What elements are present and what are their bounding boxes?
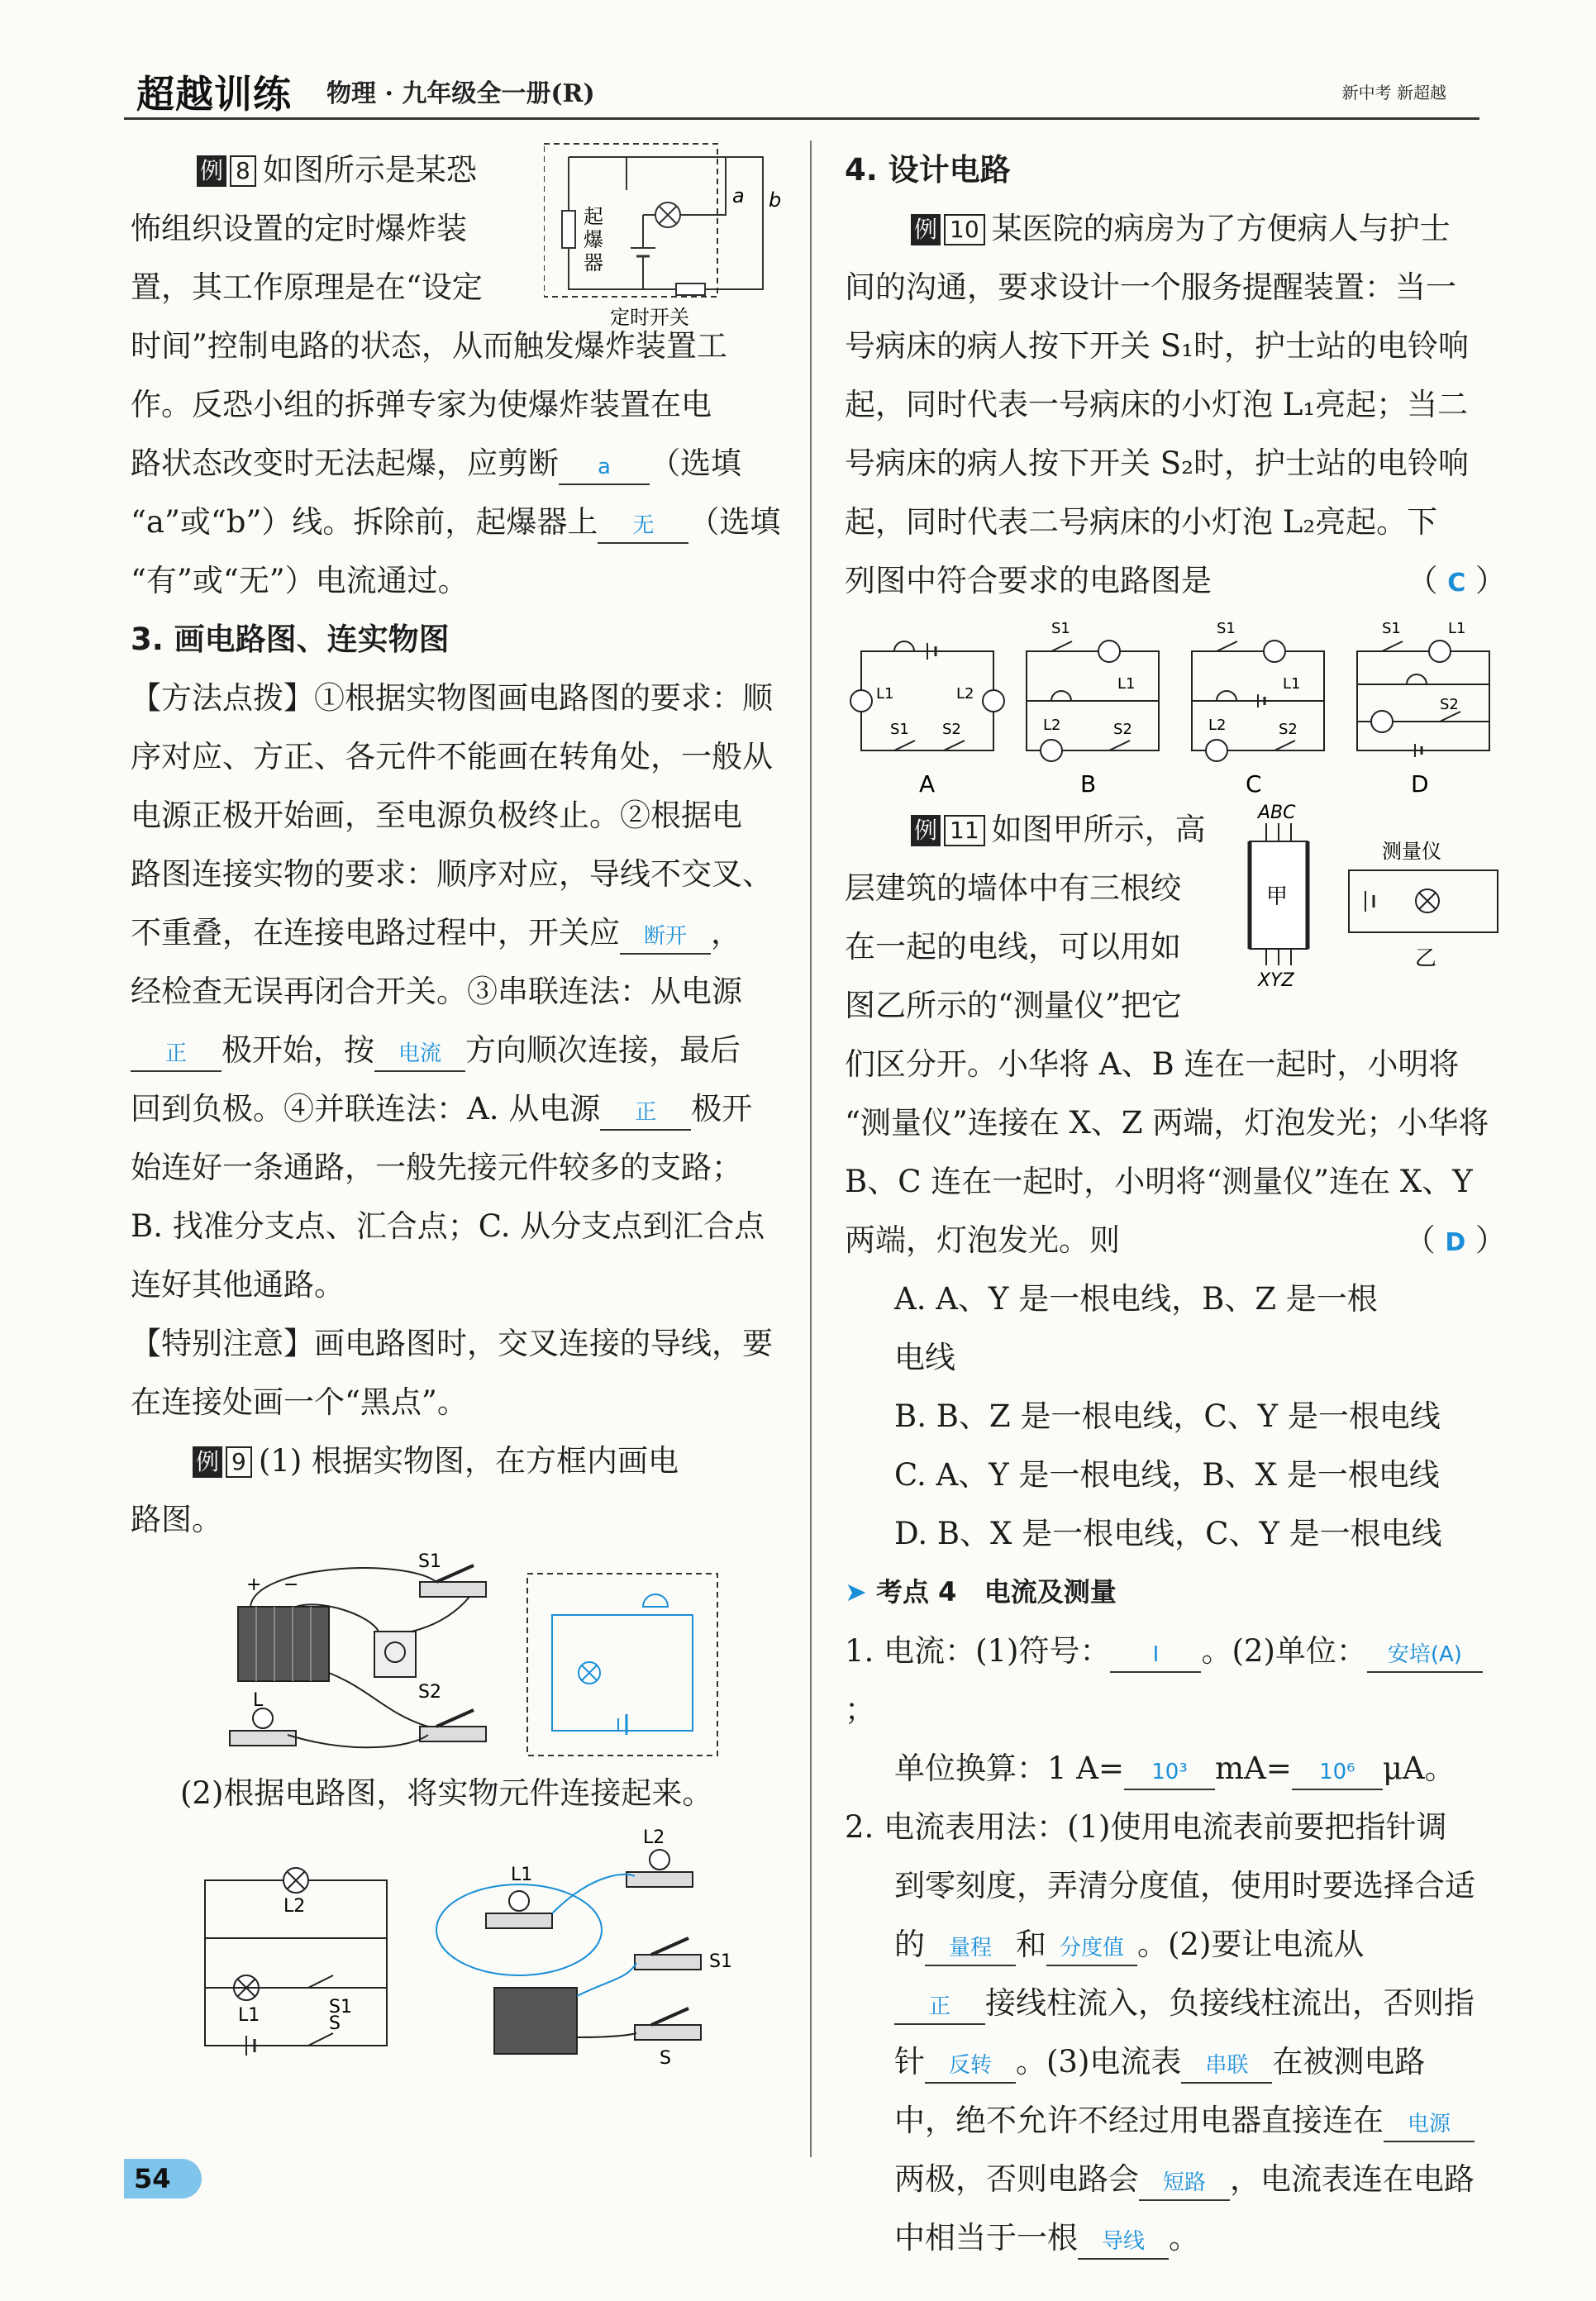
ex11-option-c: C. A、Y 是一根电线，B、X 是一根电线	[894, 1457, 1440, 1493]
option-c-circuit	[1192, 620, 1324, 798]
example-11: 例 11 如图甲所示，高 层建筑的墙体中有三根绞 在一起的电线，可以用如 图乙所示的“测量仪”把它 们区分开。小华将 A、B 连在一起时，小明将 “测量仪”连接在 X、Z 两端，灯泡发光；小华将 B、C 连在一起时，小明将“测量仪”连在 X、Y 两端，灯泡发光。则 （ D ） ABC 甲 XYZ 测量仪 乙 A. A、Y 是一根电线，B、Z 是一根电线 B. B、Z 是一根电线，C、Y 是一根电线 C. A、Y 是一根电线，B、X 是一根电线 D. B、X 是一根电线，C、Y 是一根电线	[845, 800, 1506, 1563]
example-number: 11	[944, 815, 985, 846]
ex10-answer: C	[1447, 569, 1466, 598]
meter-label: 测量仪	[1382, 840, 1441, 863]
kp4-q2-line1: 2. 电流表用法：(1)使用电流表前要把指针调	[845, 1809, 1447, 1845]
ex8-line3: 置，其工作原理是在“设定	[131, 269, 483, 305]
kp4-q2j: 中，绝不允许不经过用电器直接连在	[894, 2103, 1384, 2138]
example-tag: 例	[911, 815, 941, 846]
ex11-line7: B、C 连在一起时，小明将“测量仪”连在 X、Y	[845, 1164, 1473, 1199]
opt-b-l1: L1	[1117, 675, 1136, 693]
figure-yi-label: 乙	[1415, 946, 1437, 971]
opt-c-s2: S2	[1279, 721, 1298, 738]
ex11-option-d: D. B、X 是一根电线，C、Y 是一根电线	[894, 1516, 1442, 1551]
ex9-q1-line2: 路图。	[131, 1502, 222, 1537]
section-3-title: 3. 画电路图、连实物图	[131, 622, 450, 657]
opt-c-l2: L2	[1208, 717, 1227, 734]
method-line-7b: 方向顺次连接，最后	[465, 1032, 741, 1068]
ex8-line5: 作。反恐小组的拆弹专家为使爆炸装置在电	[131, 387, 712, 422]
answer-blank: 电源	[1384, 2108, 1475, 2142]
kp4-q1b: 。(2)单位：	[1201, 1633, 1367, 1669]
key-point-4-text: 考点 4 电流及测量	[875, 1576, 1117, 1608]
kp4-q2f: 接线柱流入，负接线柱流出，否则指	[985, 1985, 1475, 2021]
ex11-line4: 图乙所示的“测量仪”把它	[845, 988, 1182, 1023]
answer-blank: 正	[600, 1096, 691, 1131]
ex10-line5: 号病床的病人按下开关 S₂时，护士站的电铃响	[845, 445, 1469, 481]
ex11-answer: D	[1445, 1228, 1466, 1257]
diagram-s1-label: S1	[329, 1997, 352, 2018]
method-line-5b: ，	[711, 915, 741, 950]
ex11-option-b: B. B、Z 是一根电线，C、Y 是一根电线	[894, 1398, 1441, 1434]
opt-d-s2: S2	[1440, 696, 1459, 713]
switch-s1-label: S1	[418, 1551, 441, 1572]
component-l1-label: L1	[511, 1865, 533, 1885]
ex8-line8: “有”或“无”）电流通过。	[131, 563, 469, 598]
kp4-q2n: 。	[1169, 2220, 1199, 2256]
subject-title: 物理 · 九年级全一册(R)	[326, 79, 595, 108]
opt-d-l1: L1	[1448, 620, 1466, 637]
option-b-circuit	[1027, 620, 1159, 798]
component-l2-label: L2	[643, 1827, 665, 1848]
ex10-line1: 某医院的病房为了方便病人与护士	[991, 211, 1451, 246]
ex10-line4: 起，同时代表一号病床的小灯泡 L₁亮起；当二	[845, 387, 1469, 422]
section-4-title: 4. 设计电路	[845, 152, 1011, 188]
ex8-line6a: 路状态改变时无法起爆，应剪断	[131, 445, 559, 481]
method-line-5a: 不重叠，在连接电路过程中，开关应	[131, 915, 620, 950]
answer-blank: 反转	[925, 2049, 1016, 2084]
column-divider	[810, 141, 812, 2157]
answer-blank: 断开	[620, 920, 711, 955]
ex11-line1: 如图甲所示，高	[991, 812, 1206, 847]
kp4-q2h: 。(3)电流表	[1016, 2044, 1182, 2079]
top-ends-label: ABC	[1258, 803, 1296, 823]
ex8-line2: 怖组织设置的定时爆炸装	[131, 211, 467, 246]
method-line-8b: 极开	[691, 1091, 753, 1127]
method-line-9: 始连好一条通路，一般先接元件较多的支路；	[131, 1150, 742, 1185]
diagram-l2-label: L2	[283, 1896, 306, 1917]
diagram-l1-label: L1	[238, 2005, 260, 2026]
answer-blank: 正	[894, 1990, 985, 2025]
method-line-6: 经检查无误再闭合开关。③串联连法：从电源	[131, 974, 742, 1009]
option-d-label: D	[1411, 770, 1429, 798]
wire-a-label: a	[732, 184, 745, 207]
option-b-label: B	[1080, 770, 1097, 798]
timer-switch-label: 定时开关	[610, 306, 689, 329]
kp4-q2-line2: 到零刻度，弄清分度值，使用时要选择合适	[894, 1868, 1475, 1903]
example-number: 10	[944, 214, 985, 245]
answer-blank: 10³	[1124, 1756, 1215, 1790]
answer-blank: 量程	[925, 1932, 1016, 1966]
opt-a-l2: L2	[956, 685, 974, 703]
opt-c-s1: S1	[1217, 620, 1236, 637]
note-line-1: 【特别注意】画电路图时，交叉连接的导线，要	[131, 1326, 773, 1361]
ex8-line1: 如图所示是某恐	[262, 152, 477, 188]
answer-blank: 无	[598, 509, 688, 544]
example-number: 9	[226, 1446, 252, 1478]
answer-blank: 串联	[1181, 2049, 1272, 2084]
component-s-label: S	[660, 2048, 671, 2069]
kp4-q1e: mA=	[1215, 1751, 1292, 1786]
answer-blank: 安培(A)	[1367, 1638, 1483, 1673]
kp4-q2i: 在被测电路	[1272, 2044, 1426, 2079]
bulb-l-label: L	[253, 1690, 264, 1711]
kp4-q1a: 1. 电流：(1)符号：	[845, 1633, 1111, 1669]
header-rule	[124, 117, 1479, 120]
answer-blank: 导线	[1078, 2225, 1169, 2260]
option-a-label: A	[919, 770, 936, 798]
method-line-1: 【方法点拨】①根据实物图画电路图的要求：顺	[131, 680, 773, 716]
method-line-7a: 极开始，按	[222, 1032, 374, 1068]
figure-jia-label: 甲	[1266, 884, 1289, 909]
example-8	[131, 141, 792, 610]
answer-blank: 分度值	[1046, 1932, 1137, 1966]
kp4-q1c: ；	[845, 1692, 875, 1727]
wire-meter-figure	[1241, 800, 1506, 990]
kp4-q1d: 单位换算：1 A=	[894, 1751, 1125, 1786]
page-header	[124, 64, 1479, 122]
kp4-q2k: 两极，否则电路会	[894, 2161, 1139, 2197]
answer-blank: 电流	[374, 1037, 465, 1072]
answer-blank: 10⁶	[1292, 1756, 1383, 1790]
answer-blank: 正	[131, 1037, 222, 1072]
ex8-line7b: （选填	[688, 504, 781, 540]
ex9-q2: (2)根据电路图，将实物元件连接起来。	[180, 1775, 713, 1811]
opt-d-s1: S1	[1382, 620, 1401, 637]
wire-b-label: b	[769, 188, 782, 212]
opt-b-s2: S2	[1113, 721, 1132, 738]
bottom-ends-label: XYZ	[1258, 970, 1294, 990]
ex11-option-a: A. A、Y 是一根电线，B、Z 是一根电线	[894, 1281, 1378, 1375]
kp4-q2g: 针	[894, 2044, 925, 2079]
component-s1-label: S1	[709, 1951, 732, 1972]
option-c-label: C	[1246, 770, 1262, 798]
option-a-circuit	[850, 641, 1004, 798]
brand-title: 超越训练	[136, 72, 292, 117]
method-line-2: 序对应、方正、各元件不能画在转角处，一般从	[131, 739, 773, 774]
method-line-11: 连好其他通路。	[131, 1267, 345, 1303]
battery-minus: −	[283, 1574, 299, 1595]
ex10-line3: 号病床的病人按下开关 S₁时，护士站的电铃响	[845, 328, 1469, 364]
example-tag: 例	[193, 1446, 222, 1478]
detonator-char-3: 器	[584, 251, 603, 274]
option-d-circuit	[1357, 620, 1489, 798]
right-brand: 新中考 新超越	[1341, 83, 1446, 102]
example-tag: 例	[197, 155, 226, 187]
kp4-q2m: 中相当于一根	[894, 2220, 1078, 2256]
ex9-figure-2	[131, 1822, 759, 2070]
method-line-10: B. 找准分支点、汇合点；C. 从分支点到汇合点	[131, 1208, 765, 1244]
kp4-q1f: μA。	[1382, 1751, 1455, 1786]
battery-plus: +	[246, 1574, 262, 1595]
ex9-q1-line1: (1) 根据实物图，在方框内画电	[258, 1443, 679, 1479]
example-tag: 例	[911, 214, 941, 245]
method-line-4: 路图连接实物的要求：顺序对应，导线不交叉、	[131, 856, 773, 892]
ex8-line4: 时间”控制电路的状态，从而触发爆炸装置工	[131, 328, 727, 364]
answer-blank: I	[1110, 1638, 1201, 1673]
ex10-line7: 列图中符合要求的电路图是	[845, 563, 1212, 598]
ex8-line7a: “a”或“b”）线。拆除前，起爆器上	[131, 504, 598, 540]
opt-a-l1: L1	[876, 685, 894, 703]
ex11-line5: 们区分开。小华将 A、B 连在一起时，小明将	[845, 1046, 1460, 1082]
opt-a-s1: S1	[890, 721, 909, 738]
diagram-s-label: S	[329, 2013, 341, 2034]
ex11-line2: 层建筑的墙体中有三根绞	[845, 870, 1181, 906]
left-column	[131, 141, 792, 2070]
detonator-char-2: 爆	[584, 228, 603, 251]
ex10-line6: 起，同时代表二号病床的小灯泡 L₂亮起。下	[845, 504, 1438, 540]
ex10-options-figure	[845, 618, 1498, 800]
kp4-q2l: ，电流表连在电路	[1230, 2161, 1475, 2197]
ex8-line6b: （选填	[650, 445, 741, 481]
answer-blank: a	[559, 450, 650, 485]
note-line-2: 在连接处画一个“黑点”。	[131, 1384, 468, 1420]
switch-s2-label: S2	[418, 1682, 441, 1703]
page-number: 54	[124, 2159, 202, 2199]
method-line-8a: 回到负极。④并联连法：A. 从电源	[131, 1091, 601, 1127]
ex11-line3: 在一起的电线，可以用如	[845, 929, 1181, 965]
kp4-q2e: 。(2)要让电流从	[1137, 1927, 1365, 1962]
ex9-figure-1	[205, 1549, 750, 1764]
method-line-3: 电源正极开始画，至电源负极终止。②根据电	[131, 798, 742, 833]
ex11-line6: “测量仪”连接在 X、Z 两端，灯泡发光；小华将	[845, 1105, 1489, 1141]
opt-b-l2: L2	[1043, 717, 1061, 734]
opt-c-l1: L1	[1283, 675, 1301, 693]
example-number: 8	[230, 155, 256, 187]
key-point-4-title: ➤ 考点 4 电流及测量	[845, 1576, 1117, 1608]
kp4-q2c: 的	[894, 1927, 925, 1962]
answer-blank: 短路	[1139, 2166, 1230, 2201]
opt-a-s2: S2	[942, 721, 961, 738]
opt-b-s1: S1	[1051, 620, 1070, 637]
bomb-circuit-figure	[544, 141, 784, 331]
right-column: 4. 设计电路 例 10 某医院的病房为了方便病人与护士 间的沟通，要求设计一个服务提醒装置：当一 号病床的病人按下开关 S₁时，护士站的电铃响 起，同时代表一号病床的小灯泡 L₁亮起；当二 号病床的病人按下开关 S₂时，护士站的电铃响 起，同时代表二号病床的小灯泡 L₂亮起。下 列图中符合要求的电路图是 （ C ） L1 L2 S1 S2 A S1 L1 L2 S2 B S1 L1 L2 S2 C S1 L1 S2 D 例 11 如图甲所示，高 层建筑的墙体中有三根绞 在一起的电线，可以用如 图乙所示的“测量仪”把它 们区分开。小华将 A、B 连在一起时，小明将 “测量仪”连接在 X、Z 两端，灯泡发光；小华将 B、C 连在一起时，小明将“测量仪”连在 X、Y 两端，灯泡发光。则 （ D ） ABC 甲 XYZ 测量仪 乙 A. A、Y 是一根电线，B、Z 是一根电线 B. B、Z 是一根电线，C、Y 是一根电线 C. A、Y 是一根电线，B、X 是一根电线 D. B、X 是一根电线，C、Y 是一根电线 ➤ 考点 4 电流及测量 1. 电流：(1)符号： I 。(2)单位： 安培(A)； 单位换算：1 A= 10³ mA= 10⁶ μA。 2. 电流表用法：(1)使用电流表前要把指针调 到零刻度，弄清分度值，使用时要选择合适 的 量程 和 分度值 。(2)要让电流从 正 接线柱流入，负接线柱流出，否则指 针 反转 。(3)电流表 串联 在被测电路 中，绝不允许不经过用电器直接连在 电源 两极，否则电路会 短路 ，电流表连在电路 中相当于一根 导线 。	[845, 141, 1506, 2267]
ex11-line8: 两端，灯泡发光。则	[845, 1222, 1120, 1258]
ex10-line2: 间的沟通，要求设计一个服务提醒装置：当一	[845, 269, 1456, 305]
detonator-char-1: 起	[584, 205, 603, 228]
kp4-q2d: 和	[1016, 1927, 1046, 1962]
